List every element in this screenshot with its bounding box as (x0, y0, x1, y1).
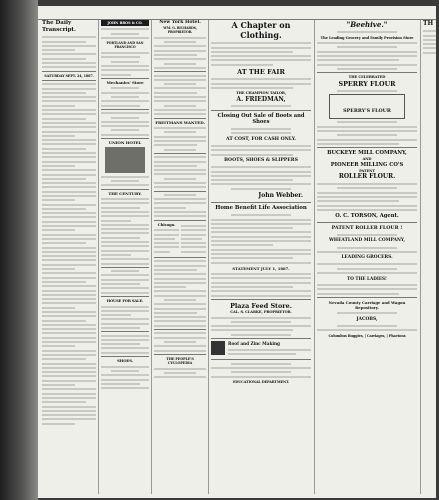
john-webber: John Webber. (258, 192, 303, 199)
peoples-cyclopedia: THE PEOPLE'S CYCLOPEDIA (166, 356, 194, 366)
columbus-buggies: Columbus Buggies, | Carriages, | Phaetons (328, 333, 406, 338)
book-binding (0, 0, 38, 500)
wheatland-mill: WHEATLAND MILL COMPANY, (329, 238, 405, 244)
patent-word: PATENT (359, 168, 375, 173)
sperry-label-text: SPERRY'S FLOUR (343, 108, 391, 115)
hotel-engraving (105, 147, 145, 173)
at-cost-cash: AT COST, FOR CASH ONLY. (226, 136, 296, 142)
beehive-title: "Beehive." (346, 20, 388, 29)
leading-grocery: The Leading Grocery and Family Provision Store (320, 35, 414, 40)
friedman-name: A. FRIEDMAN, (236, 95, 286, 103)
champion-tailor: THE CHAMPION TAILOR, (236, 91, 286, 96)
educational-department: EDUCATIONAL DEPARTMENT. (232, 379, 290, 384)
chapter-on-clothing: A Chapter on Clothing. (231, 20, 291, 40)
the-century: THE CENTURY. (108, 190, 142, 196)
column-rule (420, 20, 421, 494)
at-the-fair: AT THE FAIR (237, 68, 285, 77)
proprietor-line: WM. G. RICHARDS, PROPRIETOR. (163, 26, 197, 35)
statement-july: STATEMENT JULY 1, 1887. (232, 265, 290, 271)
column-6-fragment (423, 20, 436, 494)
date-line: SATURDAY SEPT. 24, 1887. (44, 73, 94, 78)
column-2 (101, 20, 149, 494)
home-benefit-life: Home Benefit Life Association (215, 205, 307, 211)
torson-agent: O. C. TORSON, Agent. (335, 213, 399, 220)
column-3 (154, 20, 206, 494)
john-bros-banner: JOHN BROS & CO. (101, 20, 149, 26)
house-for-sale: HOUSE FOR SALE. (106, 298, 144, 303)
nevada-county-carriage: Nevada County Carriage and Wagon Repository. (328, 300, 406, 311)
clarke-proprietor: CAL. S. CLARKE, PROPRIETOR. (230, 309, 292, 314)
masthead-rule (38, 10, 436, 20)
buckeye-mill: BUCKEYE MILL COMPANY, (327, 150, 407, 157)
ad-cities: PORTLAND AND SAN FRANCISCO (106, 41, 144, 50)
column-1-intro-text (42, 36, 96, 68)
newspaper-page (38, 6, 436, 498)
column-rule (98, 20, 99, 494)
pioneer-milling: PIONEER MILLING CO'S (330, 161, 404, 168)
patent-roller-flour: PATENT ROLLER FLOUR ! (331, 225, 403, 232)
column-rule (314, 20, 315, 494)
roof-making-ad (211, 341, 311, 357)
chicago-ad (154, 223, 206, 255)
jacobs-name: JACOBS, (356, 316, 378, 322)
leading-grocers: LEADING GROCERS. (341, 255, 393, 261)
boots-shoes-slippers: BOOTS, SHOES & SLIPPERS (224, 157, 298, 163)
the-celebrated: THE CELEBRATED (348, 75, 386, 80)
sperry-flour-label (329, 94, 405, 119)
mechanics-store: Mechanics' Store (106, 79, 144, 85)
roller-flour: ROLLER FLOUR. (338, 172, 396, 180)
roof-zinc-making: Roof and Zinc Making (228, 341, 280, 347)
shoes-ad: SHOES. (117, 358, 133, 364)
freitmans-wanted: FREITMANS WANTED. (155, 119, 205, 125)
to-the-ladies: TO THE LADIES! (347, 276, 387, 282)
union-hotel: UNION HOTEL (108, 140, 142, 146)
column-rule (208, 20, 209, 494)
column-rule (151, 20, 152, 494)
column-6-heading-fragment: TH (423, 20, 434, 27)
paper-name: The Daily Transcript. (42, 20, 76, 33)
roof-engraving (211, 341, 225, 355)
sperry-flour: SPERRY FLOUR (338, 79, 396, 88)
and-word: AND (362, 157, 372, 162)
plaza-feed-store: Plaza Feed Store. (230, 301, 292, 310)
new-york-hotel-title: New York Hotel. (159, 20, 201, 25)
chicago-label: Chicago. (157, 221, 176, 227)
column-4 (211, 20, 311, 494)
column-1-news-text (42, 83, 96, 424)
closing-out-sale: Closing Out Sale of Boots and Shoes (217, 112, 305, 126)
column-5 (317, 20, 417, 494)
column-1 (42, 20, 96, 494)
